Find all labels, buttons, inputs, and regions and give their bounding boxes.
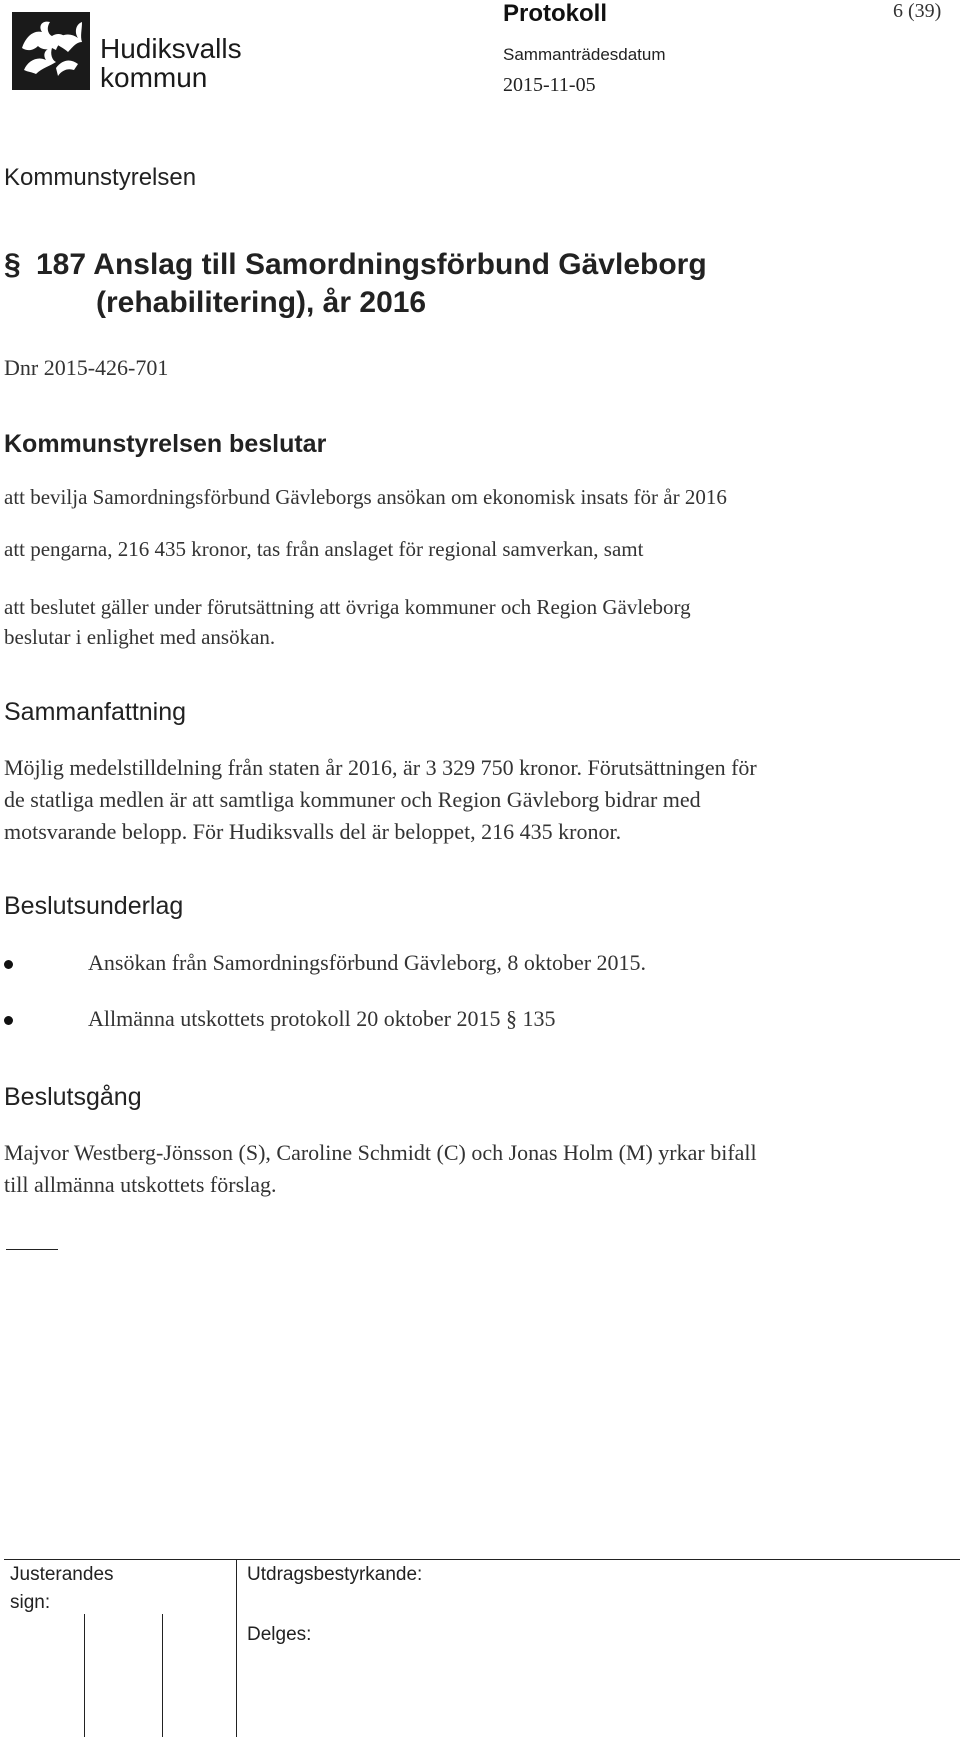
list-item-text: Ansökan från Samordningsförbund Gävleborg, 8 oktober 2015. <box>88 950 647 975</box>
title-line-2: (rehabilitering), år 2016 <box>96 286 427 319</box>
process-line: till allmänna utskottets förslag. <box>4 1172 277 1197</box>
goat-emblem-icon <box>12 12 90 90</box>
decision-item-continuation: beslutar i enlighet med ansökan. <box>4 625 276 649</box>
justerandes-label-line-1: Justerandes <box>10 1564 114 1585</box>
organ-name: Kommunstyrelsen <box>4 164 197 191</box>
page-title <box>4 246 944 322</box>
meeting-date-label: Sammanträdesdatum <box>503 45 666 64</box>
signature-box-divider <box>84 1614 85 1737</box>
basis-heading: Beslutsunderlag <box>4 892 184 920</box>
summary-line: de statliga medlen är att samtliga kommuner och Region Gävleborg bidrar med <box>4 787 701 812</box>
decision-item: att beslutet gäller under förutsättning att övriga kommuner och Region Gävleborg <box>4 595 691 619</box>
process-line: Majvor Westberg-Jönsson (S), Caroline Schmidt (C) och Jonas Holm (M) yrkar bifall <box>4 1140 757 1165</box>
utdragsbestyrkande-label: Utdragsbestyrkande: <box>247 1564 423 1585</box>
summary-line: Möjlig medelstilldelning från staten år 2016, är 3 329 750 kronor. Förutsättningen för <box>4 755 757 780</box>
list-item <box>4 1006 904 1038</box>
footer-column-divider <box>236 1559 237 1737</box>
logo-line-2: kommun <box>100 62 208 93</box>
end-divider <box>6 1249 58 1250</box>
page-number: 6 (39) <box>893 0 942 22</box>
summary-heading: Sammanfattning <box>4 698 187 726</box>
title-line-1: 187 Anslag till Samordningsförbund Gävleborg <box>36 248 707 281</box>
decision-heading: Kommunstyrelsen beslutar <box>4 430 327 458</box>
delges-label: Delges: <box>247 1624 312 1645</box>
footer-divider <box>4 1559 960 1560</box>
bullet-icon <box>4 1016 13 1025</box>
bullet-icon <box>4 960 13 969</box>
logo-line-1: Hudiksvalls <box>100 33 242 64</box>
case-number: Dnr 2015-426-701 <box>4 355 169 380</box>
justerandes-label-line-2: sign: <box>10 1592 51 1613</box>
process-heading: Beslutsgång <box>4 1083 142 1111</box>
meeting-date: 2015-11-05 <box>503 74 596 96</box>
list-item <box>4 950 904 982</box>
signature-box-divider <box>162 1614 163 1737</box>
logo-wordmark <box>100 34 242 92</box>
section-symbol: § <box>4 248 21 281</box>
summary-line: motsvarande belopp. För Hudiksvalls del är beloppet, 216 435 kronor. <box>4 819 622 844</box>
municipality-logo <box>12 12 272 92</box>
document-type: Protokoll <box>503 0 608 27</box>
list-item-text: Allmänna utskottets protokoll 20 oktober 2015 § 135 <box>88 1006 556 1031</box>
decision-item: att bevilja Samordningsförbund Gävleborgs ansökan om ekonomisk insats för år 2016 <box>4 485 727 509</box>
justerandes-sign-label <box>10 1561 114 1617</box>
decision-item: att pengarna, 216 435 kronor, tas från anslaget för regional samverkan, samt <box>4 537 644 561</box>
